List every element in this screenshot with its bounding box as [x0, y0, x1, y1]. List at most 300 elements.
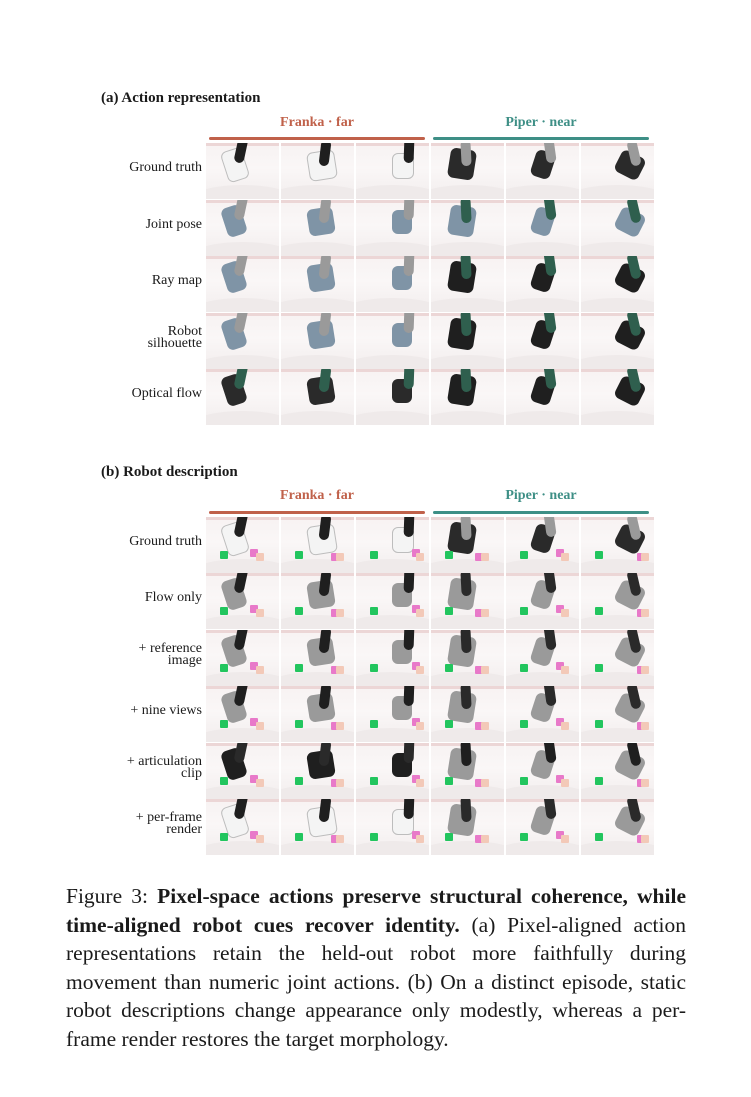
panel-b-piper-bar — [433, 511, 649, 514]
peach-cube — [561, 609, 569, 617]
caption-body: (a) Pixel-aligned action representations retain the held-out robot more faithfully during movement than numeric joint actions. (b) On a distinct episode, static robot descriptions change appearance only modestly, whereas a per-frame render restores the target morphology. — [66, 912, 686, 1051]
frame-floor — [506, 728, 579, 742]
frame-top-strip — [281, 313, 354, 316]
green-cube — [595, 833, 603, 841]
robot-link-shape — [460, 256, 471, 279]
peach-cube — [416, 779, 424, 787]
green-cube — [220, 551, 228, 559]
green-cube — [370, 777, 378, 785]
frame-floor — [506, 615, 579, 629]
thumbnail-frame — [506, 743, 579, 799]
frame-floor — [281, 728, 354, 742]
frame-top-strip — [581, 686, 654, 689]
robot-link-shape — [233, 799, 248, 820]
robot-link-shape — [460, 573, 471, 596]
green-cube — [295, 551, 303, 559]
frame-floor — [281, 298, 354, 312]
thumbnail-frame — [281, 143, 354, 199]
robot-link-shape — [404, 573, 415, 593]
frame-top-strip — [506, 743, 579, 746]
frame-top-strip — [581, 256, 654, 259]
frame-top-strip — [281, 517, 354, 520]
panel-a-piper-bar — [433, 137, 649, 140]
peach-cube — [561, 779, 569, 787]
frame-top-strip — [356, 143, 429, 146]
frame-top-strip — [581, 743, 654, 746]
frame-floor — [431, 728, 504, 742]
robot-link-shape — [233, 313, 248, 334]
robot-link-shape — [233, 517, 248, 538]
frame-top-strip — [281, 686, 354, 689]
thumbnail-frame — [581, 143, 654, 199]
frame-floor — [281, 355, 354, 369]
thumbnail-frame — [356, 517, 429, 573]
frame-top-strip — [356, 369, 429, 372]
thumbnail-frame — [506, 313, 579, 369]
green-cube — [445, 833, 453, 841]
frame-top-strip — [356, 686, 429, 689]
frame-floor — [431, 242, 504, 256]
frame-top-strip — [356, 743, 429, 746]
frame-top-strip — [356, 517, 429, 520]
robot-link-shape — [233, 573, 248, 594]
thumbnail-frame — [431, 256, 504, 312]
peach-cube — [336, 835, 344, 843]
thumbnail-frame — [356, 630, 429, 686]
frame-floor — [356, 785, 429, 799]
green-cube — [220, 777, 228, 785]
green-cube — [295, 664, 303, 672]
frame-floor — [506, 785, 579, 799]
frame-top-strip — [356, 630, 429, 633]
row-label: + reference image — [138, 641, 202, 668]
thumbnail-frame — [506, 630, 579, 686]
frame-top-strip — [281, 369, 354, 372]
thumbnail-frame — [581, 573, 654, 629]
frame-floor — [356, 242, 429, 256]
thumbnail-frame — [206, 686, 279, 742]
robot-link-shape — [233, 630, 248, 651]
frame-floor — [581, 411, 654, 425]
thumbnail-frame — [581, 256, 654, 312]
caption-bold: Pixel-space actions preserve structural coherence, while time-aligned robot cues recover identity. — [66, 884, 687, 937]
peach-cube — [336, 609, 344, 617]
frame-floor — [281, 672, 354, 686]
thumbnail-frame — [206, 799, 279, 855]
peach-cube — [481, 553, 489, 561]
panel-b-franka-label: Franka · far — [280, 488, 354, 503]
thumbnail-frame — [356, 743, 429, 799]
green-cube — [370, 833, 378, 841]
frame-floor — [506, 185, 579, 199]
thumbnail-frame — [206, 256, 279, 312]
robot-link-shape — [233, 743, 248, 764]
thumbnail-frame — [356, 369, 429, 425]
green-cube — [295, 607, 303, 615]
green-cube — [520, 607, 528, 615]
green-cube — [595, 664, 603, 672]
frame-floor — [356, 672, 429, 686]
green-cube — [445, 777, 453, 785]
thumbnail-frame — [506, 517, 579, 573]
frame-top-strip — [281, 256, 354, 259]
thumbnail-frame — [431, 369, 504, 425]
green-cube — [520, 664, 528, 672]
thumbnail-frame — [356, 573, 429, 629]
peach-cube — [561, 666, 569, 674]
green-cube — [595, 777, 603, 785]
robot-link-shape — [233, 256, 248, 277]
thumbnail-frame — [431, 517, 504, 573]
green-cube — [220, 664, 228, 672]
thumbnail-frame — [506, 799, 579, 855]
peach-cube — [561, 835, 569, 843]
green-cube — [370, 720, 378, 728]
frame-floor — [506, 411, 579, 425]
green-cube — [370, 551, 378, 559]
robot-link-shape — [233, 369, 248, 390]
frame-top-strip — [281, 743, 354, 746]
thumbnail-frame — [506, 369, 579, 425]
frame-floor — [431, 185, 504, 199]
thumbnail-frame — [506, 573, 579, 629]
frame-floor — [206, 298, 279, 312]
frame-top-strip — [506, 256, 579, 259]
thumbnail-frame — [431, 630, 504, 686]
robot-link-shape — [404, 143, 415, 163]
frame-top-strip — [581, 200, 654, 203]
thumbnail-frame — [581, 313, 654, 369]
frame-floor — [431, 615, 504, 629]
frame-top-strip — [506, 799, 579, 802]
peach-cube — [336, 553, 344, 561]
thumbnail-frame — [281, 686, 354, 742]
thumbnail-frame — [506, 686, 579, 742]
frame-top-strip — [506, 369, 579, 372]
green-cube — [220, 607, 228, 615]
row-label: + articulation clip — [126, 754, 202, 781]
frame-floor — [581, 298, 654, 312]
frame-top-strip — [356, 256, 429, 259]
green-cube — [220, 833, 228, 841]
frame-top-strip — [581, 630, 654, 633]
peach-cube — [256, 666, 264, 674]
frame-floor — [206, 411, 279, 425]
robot-link-shape — [460, 369, 471, 392]
peach-cube — [481, 609, 489, 617]
thumbnail-frame — [581, 743, 654, 799]
thumbnail-frame — [206, 630, 279, 686]
row-label: Joint pose — [145, 217, 202, 232]
robot-link-shape — [404, 686, 415, 706]
robot-link-shape — [404, 313, 415, 333]
row-label: Ray map — [151, 273, 202, 288]
frame-top-strip — [506, 200, 579, 203]
green-cube — [370, 664, 378, 672]
frame-floor — [206, 559, 279, 573]
green-cube — [520, 833, 528, 841]
peach-cube — [561, 722, 569, 730]
robot-link-shape — [404, 200, 415, 220]
frame-floor — [581, 615, 654, 629]
thumbnail-frame — [206, 200, 279, 256]
peach-cube — [416, 666, 424, 674]
row-label: + per-frame render — [135, 810, 202, 837]
frame-floor — [356, 615, 429, 629]
peach-cube — [256, 835, 264, 843]
frame-top-strip — [506, 517, 579, 520]
frame-floor — [356, 841, 429, 855]
frame-floor — [431, 559, 504, 573]
thumbnail-frame — [206, 517, 279, 573]
frame-floor — [581, 672, 654, 686]
peach-cube — [481, 779, 489, 787]
frame-floor — [356, 298, 429, 312]
thumbnail-frame — [281, 369, 354, 425]
frame-floor — [506, 559, 579, 573]
robot-link-shape — [404, 743, 415, 763]
frame-top-strip — [281, 799, 354, 802]
frame-top-strip — [356, 313, 429, 316]
thumbnail-frame — [506, 256, 579, 312]
frame-floor — [431, 298, 504, 312]
peach-cube — [481, 722, 489, 730]
frame-floor — [506, 242, 579, 256]
thumbnail-frame — [281, 200, 354, 256]
peach-cube — [336, 666, 344, 674]
frame-floor — [356, 728, 429, 742]
robot-link-shape — [460, 799, 471, 822]
green-cube — [520, 720, 528, 728]
frame-floor — [506, 355, 579, 369]
frame-floor — [506, 672, 579, 686]
peach-cube — [481, 666, 489, 674]
frame-floor — [581, 559, 654, 573]
caption-label: Figure 3: — [66, 884, 148, 908]
frame-floor — [206, 615, 279, 629]
peach-cube — [641, 779, 649, 787]
frame-floor — [206, 355, 279, 369]
green-cube — [445, 720, 453, 728]
thumbnail-frame — [581, 369, 654, 425]
robot-link-shape — [460, 630, 471, 653]
frame-top-strip — [281, 573, 354, 576]
frame-floor — [431, 785, 504, 799]
frame-floor — [206, 785, 279, 799]
thumbnail-frame — [206, 369, 279, 425]
peach-cube — [641, 553, 649, 561]
panel-b-piper-label: Piper · near — [505, 488, 577, 503]
thumbnail-frame — [356, 313, 429, 369]
frame-floor — [431, 841, 504, 855]
frame-top-strip — [356, 573, 429, 576]
robot-link-shape — [460, 743, 471, 766]
thumbnail-frame — [281, 743, 354, 799]
frame-top-strip — [506, 573, 579, 576]
panel-a-title: (a) Action representation — [101, 90, 261, 106]
frame-floor — [206, 728, 279, 742]
thumbnail-frame — [581, 630, 654, 686]
green-cube — [595, 551, 603, 559]
green-cube — [520, 777, 528, 785]
frame-floor — [356, 559, 429, 573]
frame-floor — [356, 411, 429, 425]
thumbnail-frame — [431, 313, 504, 369]
thumbnail-frame — [356, 799, 429, 855]
frame-floor — [281, 785, 354, 799]
thumbnail-frame — [506, 143, 579, 199]
green-cube — [445, 664, 453, 672]
thumbnail-frame — [281, 256, 354, 312]
thumbnail-frame — [356, 686, 429, 742]
frame-floor — [581, 242, 654, 256]
peach-cube — [641, 666, 649, 674]
peach-cube — [416, 609, 424, 617]
thumbnail-frame — [356, 256, 429, 312]
thumbnail-frame — [581, 799, 654, 855]
frame-floor — [581, 841, 654, 855]
frame-floor — [281, 185, 354, 199]
frame-floor — [206, 185, 279, 199]
robot-link-shape — [233, 200, 248, 221]
panel-a-franka-bar — [209, 137, 425, 140]
thumbnail-frame — [356, 143, 429, 199]
frame-floor — [431, 672, 504, 686]
green-cube — [595, 607, 603, 615]
thumbnail-frame — [581, 517, 654, 573]
robot-link-shape — [233, 143, 248, 164]
frame-top-strip — [281, 200, 354, 203]
green-cube — [295, 720, 303, 728]
peach-cube — [416, 553, 424, 561]
row-label: + nine views — [130, 703, 202, 718]
frame-floor — [356, 355, 429, 369]
peach-cube — [336, 779, 344, 787]
thumbnail-frame — [206, 573, 279, 629]
green-cube — [295, 777, 303, 785]
frame-top-strip — [506, 313, 579, 316]
frame-top-strip — [281, 143, 354, 146]
figure-caption — [66, 882, 686, 1053]
panel-a-franka-label: Franka · far — [280, 115, 354, 130]
peach-cube — [561, 553, 569, 561]
robot-link-shape — [404, 256, 415, 276]
frame-floor — [281, 615, 354, 629]
panel-b-franka-bar — [209, 511, 425, 514]
thumbnail-frame — [431, 686, 504, 742]
green-cube — [370, 607, 378, 615]
row-label: Robot silhouette — [147, 324, 202, 351]
frame-floor — [506, 298, 579, 312]
frame-top-strip — [506, 143, 579, 146]
robot-link-shape — [460, 313, 471, 336]
thumbnail-frame — [281, 630, 354, 686]
robot-link-shape — [460, 143, 471, 166]
peach-cube — [641, 835, 649, 843]
frame-top-strip — [356, 200, 429, 203]
frame-floor — [506, 841, 579, 855]
frame-top-strip — [581, 517, 654, 520]
frame-floor — [281, 559, 354, 573]
frame-top-strip — [356, 799, 429, 802]
thumbnail-frame — [431, 799, 504, 855]
robot-link-shape — [460, 200, 471, 223]
peach-cube — [256, 553, 264, 561]
panel-a-piper-label: Piper · near — [505, 115, 577, 130]
frame-top-strip — [581, 143, 654, 146]
frame-floor — [581, 785, 654, 799]
thumbnail-frame — [281, 799, 354, 855]
frame-floor — [431, 411, 504, 425]
robot-link-shape — [460, 686, 471, 709]
green-cube — [520, 551, 528, 559]
frame-floor — [431, 355, 504, 369]
peach-cube — [416, 722, 424, 730]
row-label: Optical flow — [131, 386, 202, 401]
frame-floor — [581, 185, 654, 199]
thumbnail-frame — [281, 573, 354, 629]
panel-b-title: (b) Robot description — [101, 464, 238, 480]
row-label: Ground truth — [129, 534, 202, 549]
green-cube — [595, 720, 603, 728]
thumbnail-frame — [356, 200, 429, 256]
robot-link-shape — [404, 799, 415, 819]
frame-floor — [206, 242, 279, 256]
robot-link-shape — [404, 630, 415, 650]
peach-cube — [256, 609, 264, 617]
thumbnail-frame — [431, 743, 504, 799]
frame-floor — [281, 841, 354, 855]
frame-floor — [581, 728, 654, 742]
peach-cube — [416, 835, 424, 843]
frame-floor — [206, 841, 279, 855]
peach-cube — [336, 722, 344, 730]
peach-cube — [256, 722, 264, 730]
frame-floor — [356, 185, 429, 199]
thumbnail-frame — [281, 517, 354, 573]
thumbnail-frame — [206, 743, 279, 799]
thumbnail-frame — [206, 313, 279, 369]
frame-top-strip — [281, 630, 354, 633]
frame-floor — [206, 672, 279, 686]
row-label: Flow only — [144, 590, 202, 605]
peach-cube — [256, 779, 264, 787]
robot-link-shape — [460, 517, 471, 540]
green-cube — [445, 551, 453, 559]
frame-floor — [281, 242, 354, 256]
robot-link-shape — [404, 517, 415, 537]
frame-top-strip — [581, 369, 654, 372]
robot-link-shape — [404, 369, 415, 389]
thumbnail-frame — [431, 573, 504, 629]
thumbnail-frame — [431, 200, 504, 256]
frame-floor — [281, 411, 354, 425]
thumbnail-frame — [506, 200, 579, 256]
green-cube — [445, 607, 453, 615]
row-label: Ground truth — [129, 160, 202, 175]
thumbnail-frame — [431, 143, 504, 199]
frame-top-strip — [506, 686, 579, 689]
frame-floor — [581, 355, 654, 369]
frame-top-strip — [581, 313, 654, 316]
peach-cube — [641, 609, 649, 617]
frame-top-strip — [581, 799, 654, 802]
frame-top-strip — [506, 630, 579, 633]
peach-cube — [641, 722, 649, 730]
thumbnail-frame — [206, 143, 279, 199]
thumbnail-frame — [581, 686, 654, 742]
peach-cube — [481, 835, 489, 843]
